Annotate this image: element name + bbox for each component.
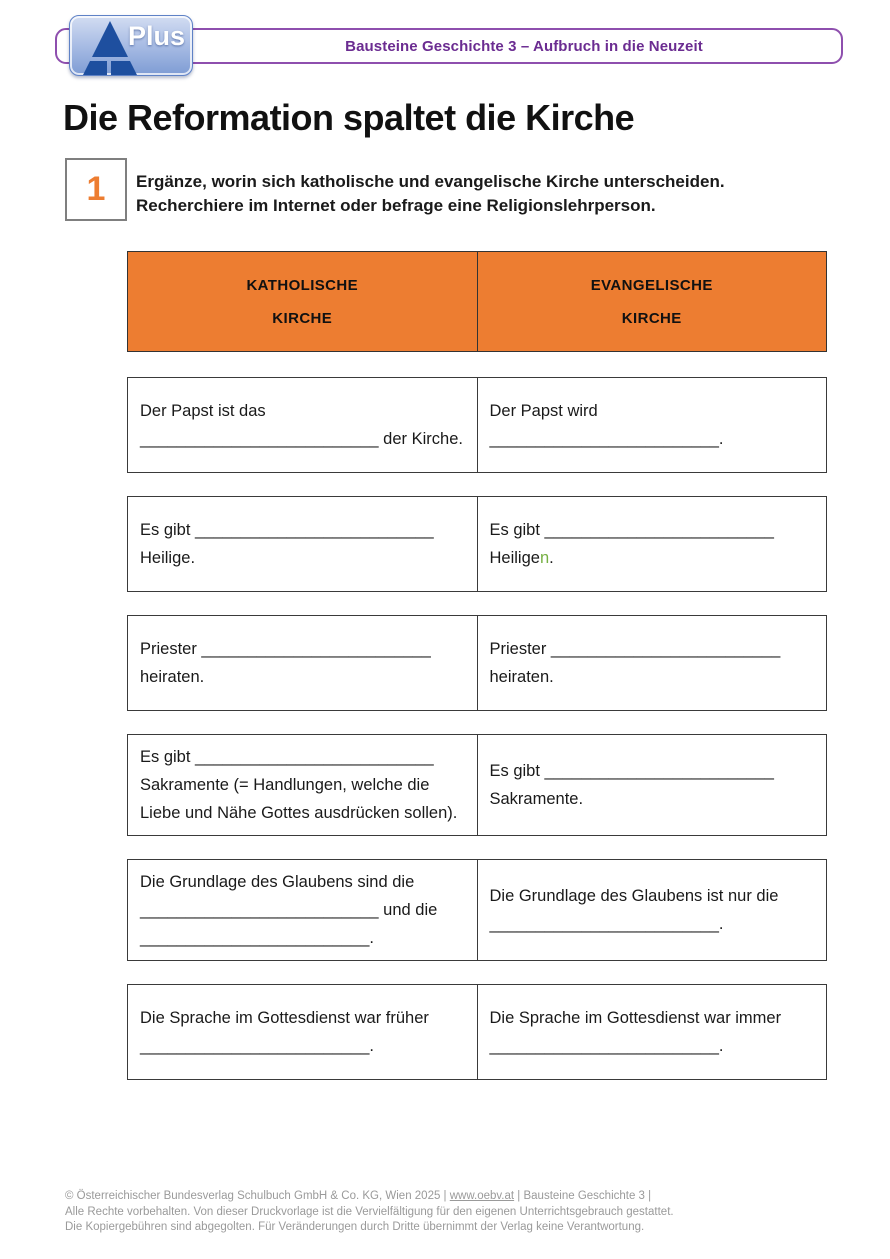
text-segment: _________________________. (140, 1037, 374, 1055)
cell-line (140, 924, 465, 952)
text-segment: Die Grundlage des Glaubens ist nur die (489, 887, 779, 905)
table-row (127, 859, 827, 961)
header-line: KIRCHE (272, 309, 333, 327)
text-segment: Sakramente (= Handlungen, welche die (140, 776, 430, 794)
text-segment: Der Papst ist das (140, 402, 266, 420)
task-instruction-line1: Ergänze, worin sich katholische und evangelische Kirche unterscheiden. (136, 172, 725, 191)
cell-line (490, 397, 815, 425)
katholisch-cell (128, 985, 478, 1079)
cell-line (490, 544, 815, 572)
cell-line (140, 868, 465, 896)
logo-plus-text: Plus (127, 21, 185, 51)
text-segment: Heilige (489, 549, 540, 567)
footer-line3: Die Kopiergebühren sind abgegolten. Für Veränderungen durch Dritte übernimmt der Verlag keine Verantwortung. (65, 1221, 645, 1233)
footer-line1 (65, 1189, 855, 1205)
cell-line (140, 1032, 465, 1060)
task-number-box (65, 158, 127, 221)
page-footer (65, 1189, 855, 1236)
text-segment: Es gibt _________________________ (489, 521, 774, 539)
katholisch-cell (128, 497, 478, 591)
table-row (127, 984, 827, 1080)
table-row (127, 615, 827, 711)
header-line: EVANGELISCHE (590, 276, 713, 294)
evangelisch-cell (478, 616, 827, 710)
text-segment: Die Sprache im Gottesdienst war früher (140, 1009, 429, 1027)
cell-line (140, 799, 465, 827)
text-segment: Es gibt _________________________ (489, 762, 774, 780)
publisher-link[interactable]: www.oebv.at (449, 1190, 515, 1202)
table-row (127, 377, 827, 473)
cell-line (140, 397, 465, 425)
text-segment: Priester _________________________ (140, 640, 431, 658)
text-segment: __________________________ und die (140, 901, 438, 919)
evangelisch-cell (478, 378, 827, 472)
text-segment: Es gibt __________________________ (140, 521, 434, 539)
evangelisch-cell (478, 735, 827, 835)
cell-line (490, 757, 815, 785)
cell-line (140, 544, 465, 572)
table-row (127, 734, 827, 836)
footer-line2: Alle Rechte vorbehalten. Von dieser Druckvorlage ist die Vervielfältigung für den eigenen Unterrichtsgebrauch gestattet. (65, 1205, 674, 1218)
table-row (127, 496, 827, 592)
text-segment: Sakramente. (489, 790, 584, 808)
page-title: Die Reformation spaltet die Kirche (63, 97, 635, 138)
cell-line (140, 425, 465, 453)
text-segment: _________________________. (140, 929, 374, 947)
highlighted-letter: n (539, 549, 550, 567)
katholisch-cell (128, 860, 478, 960)
evangelisch-cell (478, 497, 827, 591)
text-segment: heiraten. (489, 668, 554, 686)
header-line: KATHOLISCHE (246, 276, 359, 294)
cell-line (140, 635, 465, 663)
text-segment: Die Grundlage des Glaubens sind die (140, 873, 415, 891)
text-segment: Liebe und Nähe Gottes ausdrücken sollen). (140, 804, 458, 822)
text-segment: __________________________ der Kirche. (140, 430, 463, 448)
table-header-row (127, 251, 827, 352)
text-segment: heiraten. (140, 668, 205, 686)
cell-line (490, 1004, 815, 1032)
cell-line (490, 516, 815, 544)
table-rows (127, 377, 827, 1080)
text-segment: . (549, 549, 554, 567)
cell-line (490, 785, 815, 813)
task-number: 1 (86, 170, 106, 208)
cell-line (490, 635, 815, 663)
publisher-logo (69, 15, 193, 76)
task-instruction (136, 170, 725, 218)
cell-line (490, 1032, 815, 1060)
text-segment: Heilige. (140, 549, 196, 567)
katholisch-cell (128, 735, 478, 835)
book-title: Bausteine Geschichte 3 – Aufbruch in die Neuzeit (345, 37, 703, 55)
evangelisch-cell (478, 985, 827, 1079)
cell-line (490, 910, 815, 938)
cell-line (140, 1004, 465, 1032)
text-segment: _________________________. (489, 430, 724, 448)
task-instruction-line2: Recherchiere im Internet oder befrage eine Religionslehrperson. (136, 196, 656, 215)
text-segment: _________________________. (489, 915, 724, 933)
text-segment: _________________________. (489, 1037, 724, 1055)
cell-line (140, 743, 465, 771)
header-line: KIRCHE (621, 309, 682, 327)
cell-line (140, 771, 465, 799)
katholisch-cell (128, 378, 478, 472)
header-cell-katholische (128, 252, 478, 351)
cell-line (490, 882, 815, 910)
katholisch-cell (128, 616, 478, 710)
comparison-table (127, 251, 827, 1080)
text-segment: Priester _________________________ (489, 640, 781, 658)
cell-line (140, 896, 465, 924)
text-segment: Der Papst wird (489, 402, 598, 420)
cell-line (140, 516, 465, 544)
footer-series: | Bausteine Geschichte 3 | (514, 1190, 652, 1202)
cell-line (490, 663, 815, 691)
cell-line (490, 425, 815, 453)
text-segment: Die Sprache im Gottesdienst war immer (489, 1009, 782, 1027)
cell-line (140, 663, 465, 691)
footer-copyright: © Österreichischer Bundesverlag Schulbuch GmbH & Co. KG, Wien 2025 | (65, 1190, 450, 1202)
evangelisch-cell (478, 860, 827, 960)
text-segment: Es gibt __________________________ (140, 748, 434, 766)
header-cell-evangelische (478, 252, 827, 351)
